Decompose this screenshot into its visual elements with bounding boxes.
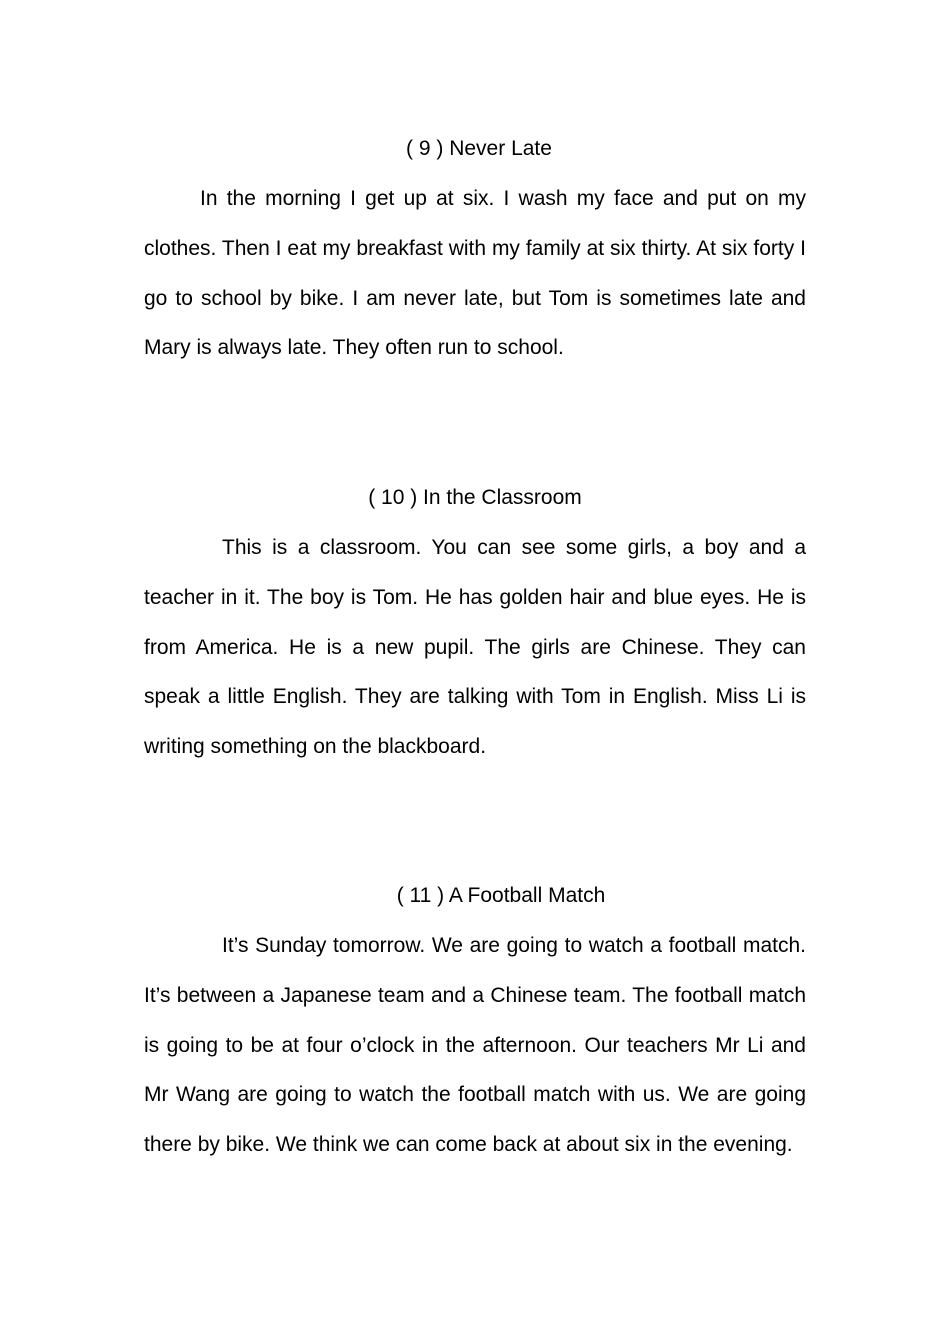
section-in-the-classroom bbox=[144, 473, 806, 772]
section-paragraph: In the morning I get up at six. I wash my face and put on my clothes. Then I eat my breakfast with my family at six thirty. At six forty I go to school by bike. I am never late, but Tom is sometimes late and Mary is always late. They often run to school. bbox=[144, 187, 806, 360]
section-title: ( 9 ) Never Late bbox=[406, 137, 552, 160]
section-paragraph: This is a classroom. You can see some girls, a boy and a teacher in it. The boy is Tom. He has golden hair and blue eyes. He is from America. He is a new pupil. The girls are Chinese. They can speak a little English. They are talking with Tom in English. Miss Li is writing something on the blackboard. bbox=[144, 536, 806, 759]
section-title: ( 11 ) A Football Match bbox=[396, 884, 606, 907]
section-never-late bbox=[144, 124, 806, 373]
section-a-football-match bbox=[144, 871, 806, 1170]
section-paragraph: It’s Sunday tomorrow. We are going to watch a football match. It’s between a Japanese team and a Chinese team. The football match is going to be at four o’clock in the afternoon. Our teachers Mr Li and Mr Wang are going to watch the football match with us. We are going there by bike. We think we can come back at about six in the evening. bbox=[144, 934, 806, 1157]
section-title: ( 10 ) In the Classroom bbox=[368, 486, 582, 509]
